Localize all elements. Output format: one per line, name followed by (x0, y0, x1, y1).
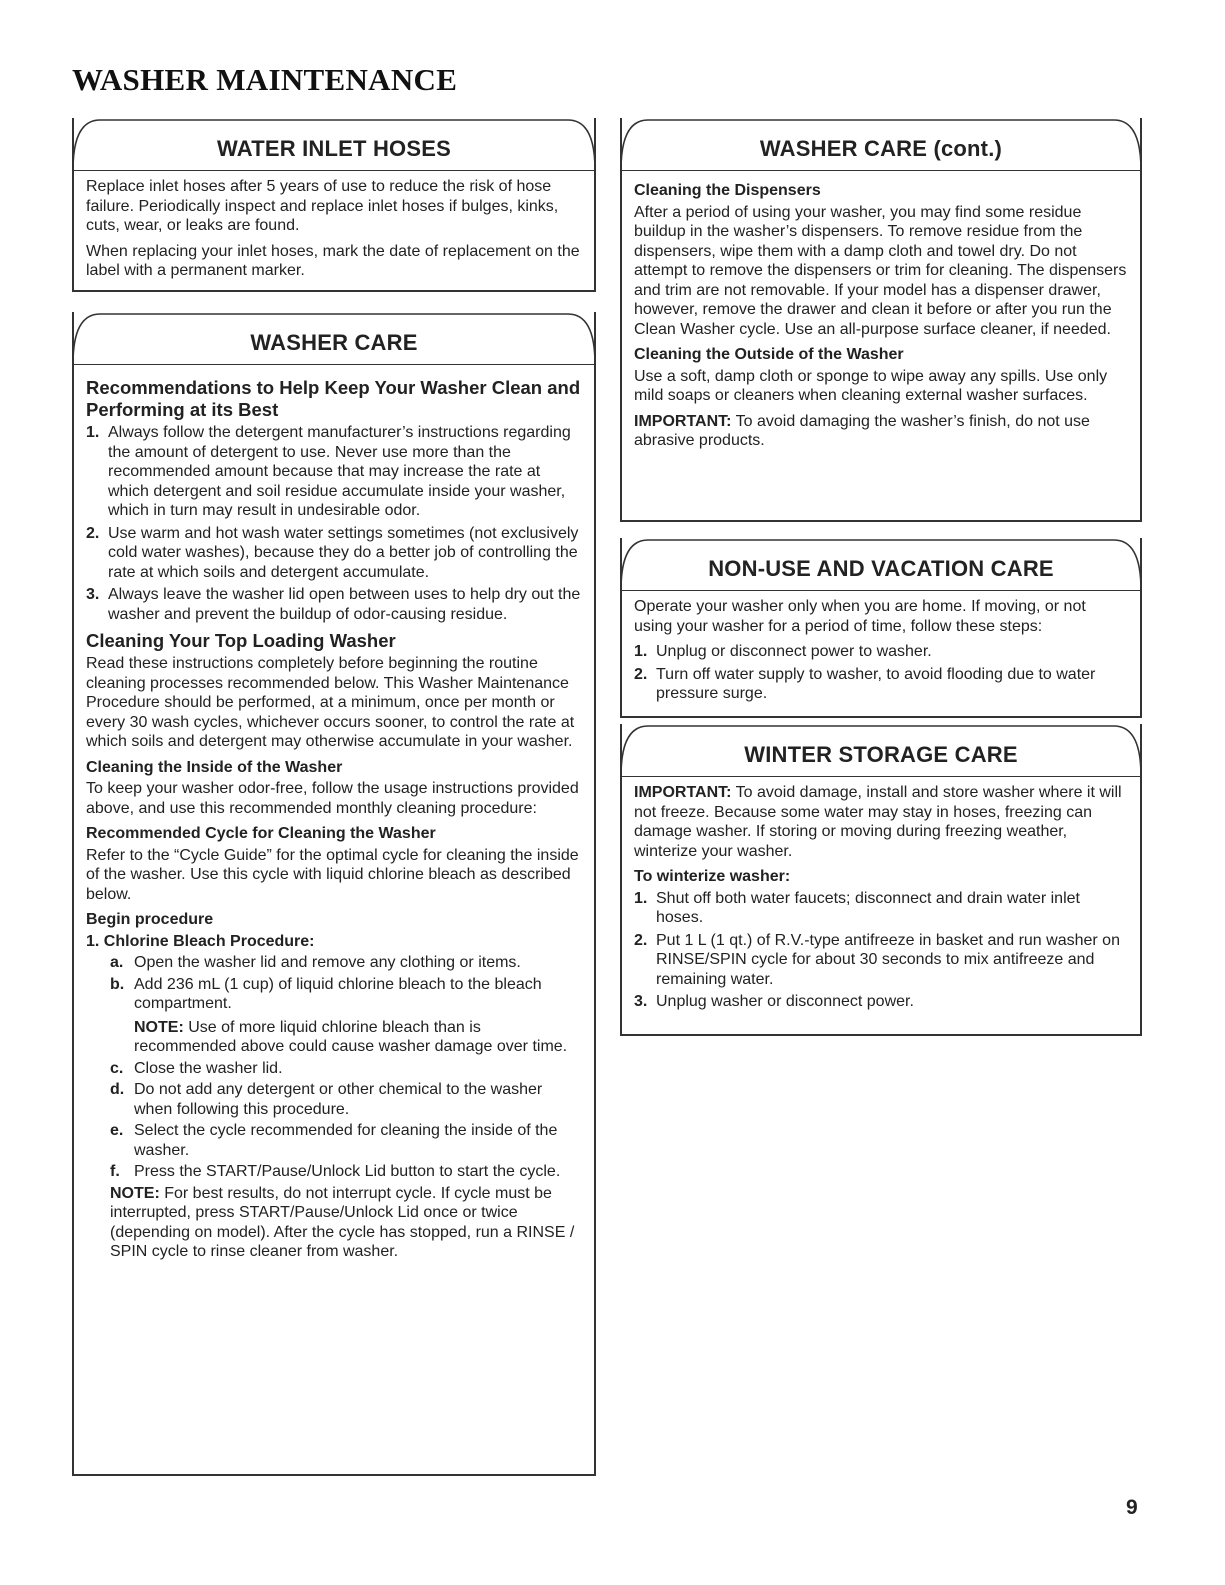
inlet-paragraph-1: Replace inlet hoses after 5 years of use to reduce the risk of hose failure. Periodically inspect and replace inlet hoses if bulges, kinks, cuts, wear, or leaks are found. (86, 178, 559, 234)
washer-care-section (72, 312, 596, 1476)
top-loading-paragraph: Read these instructions completely before beginning the routine cleaning processes recommended below. This Washer Maintenance Procedure should be performed, at a minimum, once per month or every 30 wash cycles, whichever occurs sooner, to control the rate at which soils and detergent may otherwise accumulate in your washer. (86, 655, 575, 750)
list-item: a. Open the washer lid and remove any clothing or items. (110, 954, 521, 971)
begin-procedure-heading: Begin procedure (86, 911, 214, 928)
chlorine-procedure-heading: 1. Chlorine Bleach Procedure: (86, 932, 315, 950)
section-title: NON-USE AND VACATION CARE (708, 556, 1054, 581)
section-title: WINTER STORAGE CARE (744, 742, 1018, 767)
section-header (622, 118, 1140, 170)
dispensers-heading: Cleaning the Dispensers (634, 182, 821, 199)
water-inlet-hoses-section (72, 118, 596, 292)
winterize-heading: To winterize washer: (634, 868, 791, 885)
list-item: d. Do not add any detergent or other chemical to the washer when following this procedure. (110, 1081, 543, 1118)
section-title: WASHER CARE (cont.) (759, 136, 1003, 161)
vacation-paragraph: Operate your washer only when you are home. If moving, or not using your washer for a period of time, follow these steps: (634, 598, 1086, 635)
recommendations-list (86, 423, 582, 624)
list-item: b. Add 236 mL (1 cup) of liquid chlorine bleach to the bleach compartment. NOTE: Use of more liquid chlorine bleach than is recommended above could cause washer damage over time. (110, 975, 582, 1057)
important-finish: IMPORTANT: To avoid damaging the washer’s finish, do not use abrasive products. (634, 412, 1090, 449)
page-title: WASHER MAINTENANCE (72, 62, 458, 97)
winterize-list (634, 889, 1128, 1012)
outside-heading: Cleaning the Outside of the Washer (634, 346, 904, 363)
list-item: f. Press the START/Pause/Unlock Lid button to start the cycle. (110, 1163, 561, 1180)
list-item: 3. Always leave the washer lid open between uses to help dry out the washer and prevent the buildup of odor-causing residue. (86, 586, 581, 623)
section-title: WATER INLET HOSES (216, 136, 451, 161)
recommendations-heading: Recommendations to Help Keep Your Washer Clean and Performing at its Best (86, 377, 581, 420)
important-freeze: IMPORTANT: To avoid damage, install and store washer where it will not freeze. Because some water may stay in hoses, freezing can damage washer. If storing or moving during freezing weather, winterize your washer. (634, 784, 1122, 860)
list-item: 1. Shut off both water faucets; disconnect and drain water inlet hoses. (634, 889, 1080, 926)
inside-paragraph: To keep your washer odor-free, follow the usage instructions provided above, and use this recommended monthly cleaning procedure: (86, 780, 579, 817)
list-item: 1. Always follow the detergent manufacturer’s instructions regarding the amount of detergent to use. Never use more than the recommended amount because that may increase the rate at which detergent and soil residue accumulate inside your washer, which in turn may result in undesirable odor. (86, 424, 571, 519)
washer-care-cont-section (620, 118, 1142, 522)
section-title: WASHER CARE (250, 330, 418, 355)
list-item: e. Select the cycle recommended for cleaning the inside of the washer. (110, 1122, 558, 1159)
section-header (622, 724, 1140, 776)
list-item: 2. Turn off water supply to washer, to avoid flooding due to water pressure surge. (634, 665, 1096, 702)
outside-paragraph: Use a soft, damp cloth or sponge to wipe away any spills. Use only mild soaps or cleaners when cleaning external washer surfaces. (634, 367, 1108, 404)
cycle-heading: Recommended Cycle for Cleaning the Washer (86, 825, 436, 842)
inside-heading: Cleaning the Inside of the Washer (86, 758, 343, 776)
list-item: c. Close the washer lid. (110, 1059, 283, 1077)
page-number: 9 (1126, 1496, 1138, 1519)
inlet-paragraph-2: When replacing your inlet hoses, mark the date of replacement on the label with a permanent marker. (86, 242, 580, 279)
dispensers-paragraph: After a period of using your washer, you may find some residue buildup in the washer’s dispensers. To remove residue from the dispensers, wipe them with a damp cloth and towel dry. Do not attempt to remove the dispensers or trim for cleaning. The dispensers and trim are not removable. If your model has a dispenser drawer, however, remove the drawer and clean it before or after you run the Clean Washer cycle. Use an all-purpose surface cleaner, if needed. (634, 203, 1127, 338)
vacation-list (634, 642, 1128, 704)
list-item: 3. Unplug washer or disconnect power. (634, 993, 914, 1010)
winter-storage-section (620, 724, 1142, 1036)
top-loading-heading: Cleaning Your Top Loading Washer (86, 630, 396, 651)
cycle-paragraph: Refer to the “Cycle Guide” for the optimal cycle for cleaning the inside of the washer. Use this cycle with liquid chlorine bleach as described below. (86, 846, 579, 903)
vacation-care-section (620, 538, 1142, 718)
list-item: 2. Use warm and hot wash water settings sometimes (not exclusively cold water washes), because they do a better job of controlling the rate at which soils and detergent accumulate. (86, 524, 579, 581)
note-bleach: NOTE: Use of more liquid chlorine bleach than is recommended above could cause washer damage over time. (134, 1018, 568, 1055)
list-item: 1. Unplug or disconnect power to washer. (634, 643, 932, 660)
procedure-steps (110, 953, 582, 1182)
section-header (622, 538, 1140, 590)
section-header (74, 312, 594, 364)
note-interrupt: NOTE: For best results, do not interrupt cycle. If cycle must be interrupted, press START/Pause/Unlock Lid once or twice (depending on model). After the cycle has stopped, run a RINSE / SPIN cycle to rinse cleaner from washer. (110, 1184, 575, 1260)
list-item: 2. Put 1 L (1 qt.) of R.V.-type antifreeze in basket and run washer on RINSE/SPIN cycle for about 30 seconds to mix antifreeze and remaining water. (634, 931, 1120, 988)
section-header (74, 118, 594, 170)
